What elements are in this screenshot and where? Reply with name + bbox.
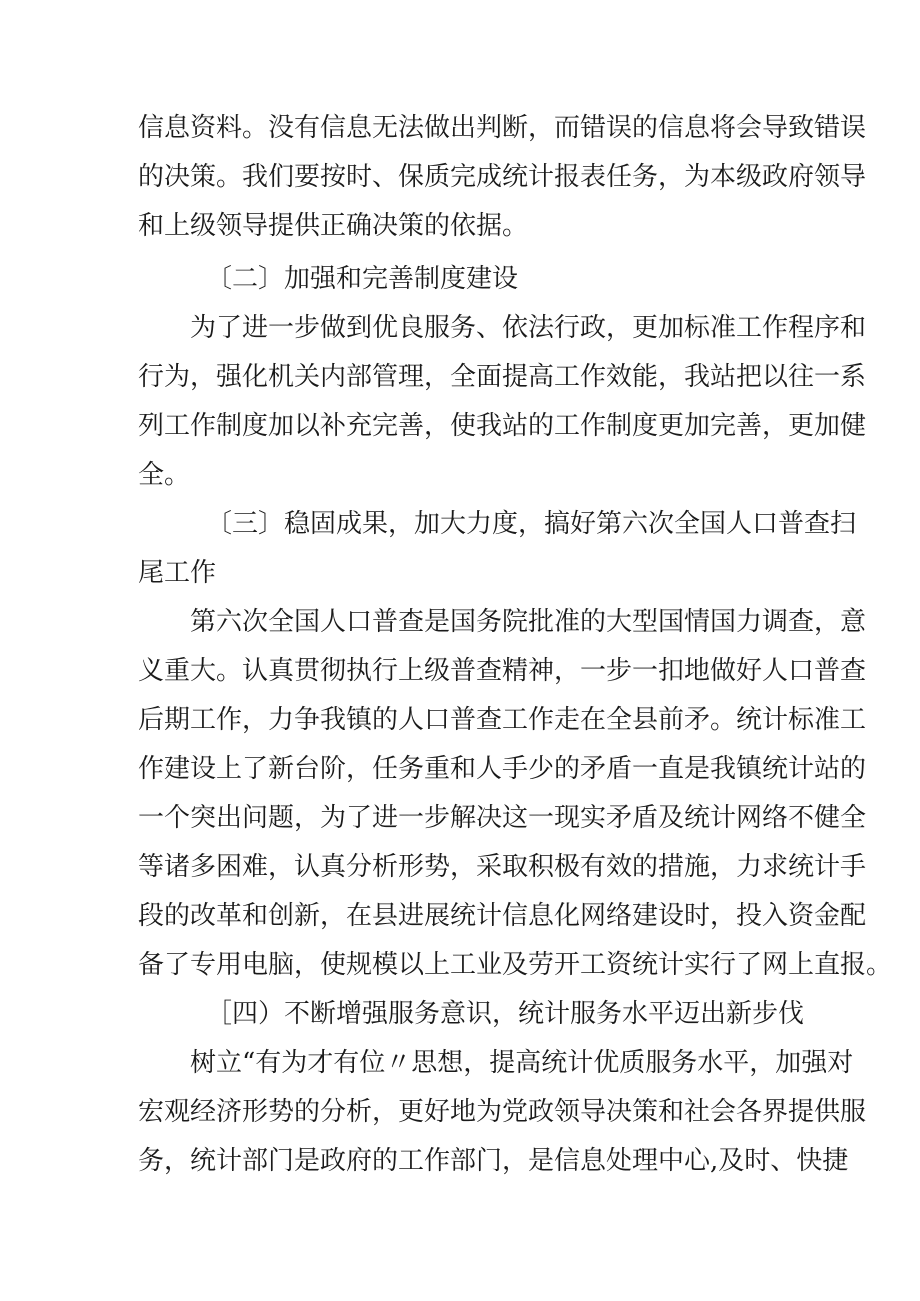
paragraph-line: 作建设上了新台阶，任务重和人手少的矛盾一直是我镇统计站的 xyxy=(138,754,867,784)
paragraph-line: 备了专用电脑，使规模以上工业及劳开工资统计实行了网上直报。 xyxy=(138,950,893,980)
paragraph-line: 列工作制度加以补充完善，使我站的工作制度更加完善，更加健 xyxy=(138,411,867,441)
paragraph-line: 信息资料。没有信息无法做出判断，而错误的信息将会导致错误 xyxy=(138,113,867,143)
paragraph-line: 等诸多困难，认真分析形势，采取积极有效的措施，力求统计手 xyxy=(138,852,867,882)
paragraph-line: 树立“有为才有位〃思想，提高统计优质服务水平，加强对 xyxy=(190,1048,854,1078)
section-heading: 〔二〕加强和完善制度建设 xyxy=(206,264,519,294)
paragraph-line: 后期工作，力争我镇的人口普查工作走在全县前矛。统计标准工 xyxy=(138,705,867,735)
paragraph-line: 一个突出问题，为了进一步解决这一现实矛盾及统计网络不健全 xyxy=(138,803,867,833)
paragraph-line: 和上级领导提供正确决策的依据。 xyxy=(138,211,529,241)
paragraph-line: 义重大。认真贯彻执行上级普查精神，一步一扣地做好人口普查 xyxy=(138,656,867,686)
paragraph-line: 为了进一步做到优良服务、依法行政，更加标准工作程序和 xyxy=(190,313,867,343)
section-heading: ［四）不断增强服务意识，统计服务水平迈出新步伐 xyxy=(206,999,805,1029)
paragraph-line: 务，统计部门是政府的工作部门，是信息处理中心,及时、快捷 xyxy=(138,1146,849,1176)
paragraph-line: 行为，强化机关内部管理，全面提高工作效能，我站把以往一系 xyxy=(138,362,867,392)
paragraph-line: 宏观经济形势的分析，更好地为党政领导决策和社会各界提供服 xyxy=(138,1097,867,1127)
section-heading: 〔三〕稳固成果，加大力度，搞好第六次全国人口普查扫 xyxy=(206,509,857,539)
section-heading: 尾工作 xyxy=(138,558,217,588)
paragraph-line: 的决策。我们要按时、保质完成统计报表任务，为本级政府领导 xyxy=(138,162,867,192)
paragraph-line: 段的改革和创新，在县进展统计信息化网络建设时，投入资金配 xyxy=(138,901,867,931)
paragraph-line: 全。 xyxy=(138,460,191,490)
paragraph-line: 第六次全国人口普查是国务院批准的大型国情国力调查，意 xyxy=(190,607,867,637)
